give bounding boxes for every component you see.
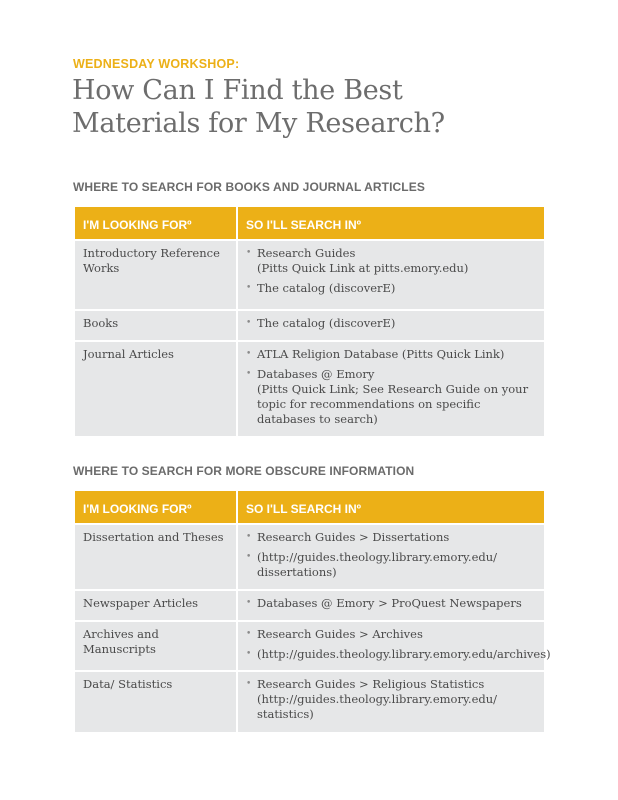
table-row	[74, 590, 545, 621]
workshop-kicker: WEDNESDAY WORKSHOP:	[73, 57, 240, 71]
obscure-info-table	[73, 489, 551, 734]
resource-item	[246, 281, 536, 296]
resource-item	[246, 246, 536, 276]
title-line: How Can I Find the Best	[72, 75, 403, 106]
resource-item	[246, 550, 536, 580]
column-header: SO I'LL SEARCH INº	[237, 206, 545, 240]
books-articles-table	[73, 205, 546, 438]
table-row	[74, 310, 545, 341]
resource-text: • Databases @ Emory > ProQuest Newspapers	[257, 596, 522, 610]
resource-item	[246, 647, 551, 662]
need-cell: Archives and Manuscripts	[74, 621, 237, 671]
resource-cell	[237, 621, 551, 671]
need-cell: Dissertation and Theses	[74, 524, 237, 590]
resource-cell	[237, 590, 545, 621]
resource-item	[246, 347, 536, 362]
page-title	[72, 74, 445, 140]
table-header-row	[74, 206, 545, 240]
resource-item	[246, 596, 536, 611]
resource-text: • (http://guides.theology.library.emory.edu/archives)	[257, 647, 551, 661]
resource-cell	[237, 341, 545, 437]
column-header: I'M LOOKING FORº	[74, 490, 237, 524]
resource-text: • ATLA Religion Database (Pitts Quick Link)	[257, 347, 505, 361]
need-cell: Journal Articles	[74, 341, 237, 437]
resource-cell	[237, 240, 545, 310]
resource-text: • Research Guides > Dissertations	[257, 530, 450, 544]
table-row	[74, 621, 545, 671]
resource-item	[246, 530, 536, 545]
resource-text: • Databases @ Emory	[257, 367, 375, 381]
table-row	[74, 240, 545, 310]
resource-item	[246, 677, 536, 722]
resource-item	[246, 367, 536, 427]
table-header-row	[74, 490, 545, 524]
table-row	[74, 524, 545, 590]
need-cell: Data/ Statistics	[74, 671, 237, 733]
resource-text: • The catalog (discoverE)	[257, 316, 396, 330]
resource-text: • Research Guides	[257, 246, 356, 260]
resource-item	[246, 627, 536, 642]
resource-cell	[237, 524, 545, 590]
resource-text: (Pitts Quick Link at pitts.emory.edu)	[257, 261, 469, 275]
resource-text: • Research Guides > Archives	[257, 627, 423, 641]
need-cell: Introductory Reference Works	[74, 240, 237, 310]
resource-text: (http://guides.theology.library.emory.edu/ statistics)	[257, 692, 498, 721]
resource-text: (Pitts Quick Link; See Research Guide on your topic for recommendations on specific databases to search)	[257, 382, 529, 426]
need-cell: Newspaper Articles	[74, 590, 237, 621]
resource-text: • Research Guides > Religious Statistics	[257, 677, 485, 691]
title-line: Materials for My Research?	[72, 108, 445, 139]
resource-text: • (http://guides.theology.library.emory.edu/ dissertations)	[257, 550, 498, 579]
resource-cell	[237, 310, 545, 341]
section-heading: WHERE TO SEARCH FOR BOOKS AND JOURNAL ARTICLES	[73, 180, 425, 194]
section-heading: WHERE TO SEARCH FOR MORE OBSCURE INFORMATION	[73, 464, 415, 478]
table-row	[74, 341, 545, 437]
need-cell: Books	[74, 310, 237, 341]
table-row	[74, 671, 545, 733]
column-header: I'M LOOKING FORº	[74, 206, 237, 240]
resource-text: • The catalog (discoverE)	[257, 281, 396, 295]
resource-cell	[237, 671, 545, 733]
column-header: SO I'LL SEARCH INº	[237, 490, 545, 524]
resource-item	[246, 316, 536, 331]
